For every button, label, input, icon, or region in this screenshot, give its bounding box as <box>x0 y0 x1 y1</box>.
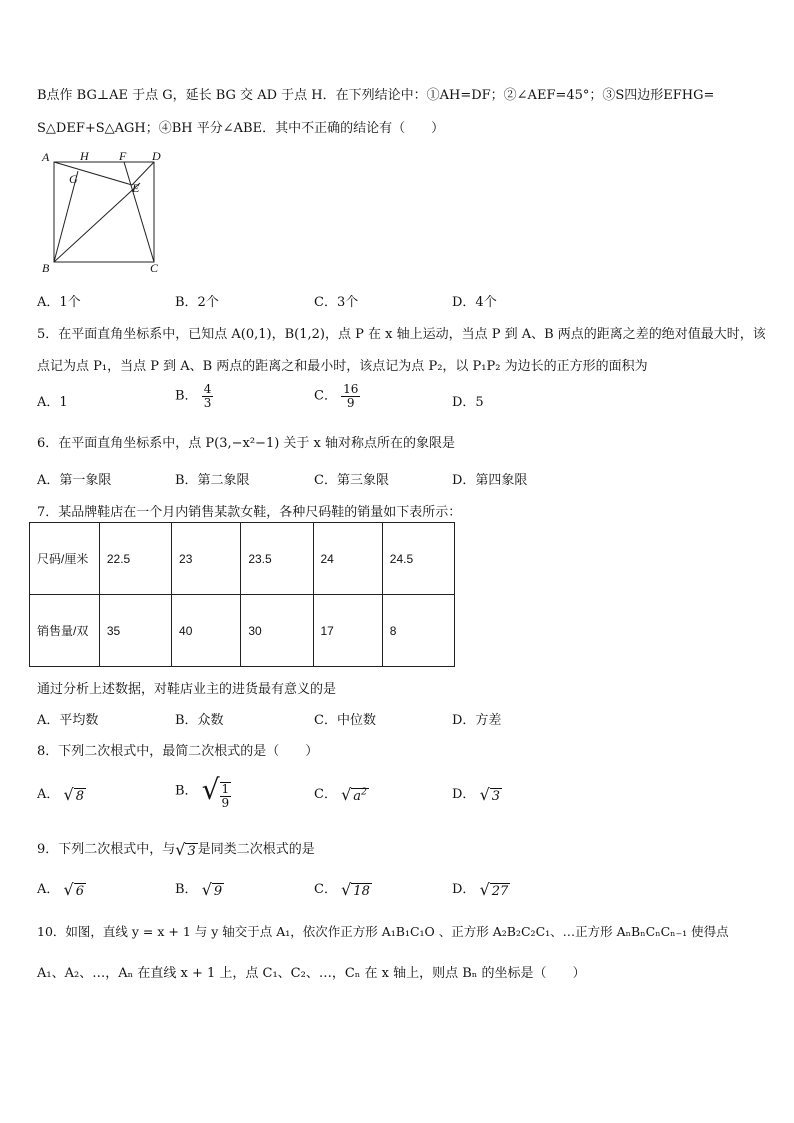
q8-option-d-prefix: D． <box>452 787 476 802</box>
q5-option-c[interactable] <box>314 383 360 409</box>
q5-option-a[interactable]: A．1 <box>37 395 68 410</box>
q8-option-c-exponent: 2 <box>361 787 367 798</box>
q8-option-d-radicand: 3 <box>491 789 501 804</box>
q9-option-b-radicand: 9 <box>213 884 223 899</box>
q9-option-a-radicand: 6 <box>75 884 85 899</box>
q8-option-b-numerator: 1 <box>221 781 230 796</box>
q9-option-a[interactable] <box>37 878 86 899</box>
q4-text-line2: S△DEF+S△AGH；④BH 平分∠ABE．其中不正确的结论有（ ） <box>37 121 445 136</box>
q5-text-line1: 5．在平面直角坐标系中，已知点 A(0,1)，B(1,2)，点 P 在 x 轴上运动，当点 P 到 A、B 两点的距离之差的绝对值最大时，该 <box>37 327 766 342</box>
q5-option-b[interactable] <box>175 383 213 409</box>
q5-option-b-numerator: 4 <box>203 382 212 396</box>
q7-row2-header: 销售量/双 <box>30 595 100 667</box>
q9-text-radicand: 3 <box>187 844 196 859</box>
q8-option-d[interactable] <box>452 783 502 804</box>
q4-option-b[interactable]: B．2个 <box>175 295 219 310</box>
q9-text-after: 是同类二次根式的是 <box>197 842 315 857</box>
q7-row1-header: 尺码/厘米 <box>30 523 100 595</box>
q5-option-b-prefix: B． <box>175 388 198 404</box>
table-cell: 30 <box>241 595 313 667</box>
q5-options <box>37 383 657 423</box>
q9-option-d-prefix: D． <box>452 882 476 897</box>
q8-option-b-radical: √ $\frac{1}{9}$ <box>201 773 230 810</box>
q9-option-b-radical: √ 9 <box>201 880 223 899</box>
table-cell: 24 <box>313 523 382 595</box>
q6-option-d[interactable]: D．第四象限 <box>452 473 528 488</box>
q6-option-b[interactable]: B．第二象限 <box>175 473 250 488</box>
q9-option-d-radical: √ 27 <box>479 880 509 899</box>
table-cell: 17 <box>313 595 382 667</box>
q4-label-c: C <box>150 261 159 275</box>
q9-option-d-radicand: 27 <box>491 884 509 899</box>
table-cell: 23.5 <box>241 523 313 595</box>
q9-text-radical: √ 3 <box>175 840 196 859</box>
q6-text: 6．在平面直角坐标系中，点 P(3,−x²−1) 关于 x 轴对称点所在的象限是 <box>37 436 456 451</box>
table-cell: 40 <box>172 595 241 667</box>
q9-text <box>37 838 315 859</box>
q8-option-a-radical: √ 8 <box>63 785 85 804</box>
table-cell: 8 <box>382 595 454 667</box>
q7-after-text: 通过分析上述数据，对鞋店业主的进货最有意义的是 <box>37 682 337 697</box>
q8-options <box>37 773 657 817</box>
q4-label-e: E <box>132 181 140 195</box>
q4-label-b: B <box>42 261 50 275</box>
q8-option-b[interactable] <box>175 773 231 809</box>
q6-option-a[interactable]: A．第一象限 <box>37 473 112 488</box>
q9-option-c[interactable] <box>314 878 372 899</box>
q8-option-c-radical: √ $a^2$ <box>341 785 367 804</box>
q9-option-a-prefix: A． <box>37 882 60 897</box>
table-cell: 24.5 <box>382 523 454 595</box>
q10-text-line2: A₁、A₂、…，Aₙ 在直线 x + 1 上，点 C₁、C₂、…，Cₙ 在 x 轴上，则点 Bₙ 的坐标是（ ） <box>37 966 586 981</box>
q4-option-c[interactable]: C．3个 <box>314 295 359 310</box>
q5-option-c-numerator: 16 <box>343 382 359 396</box>
q5-option-c-denominator: 9 <box>346 395 355 410</box>
q7-option-c[interactable]: C．中位数 <box>314 713 376 728</box>
q7-size-sales-table <box>29 522 455 667</box>
q8-text: 8．下列二次根式中，最简二次根式的是（ ） <box>37 744 319 759</box>
q9-option-c-radicand: 18 <box>353 884 370 899</box>
q8-option-b-prefix: B． <box>175 783 198 799</box>
q8-option-a-radicand: 8 <box>75 789 85 804</box>
q10-text-line1: 10．如图，直线 y = x + 1 与 y 轴交于点 A₁，依次作正方形 A₁B₁C₁O 、正方形 A₂B₂C₂C₁、…正方形 AₙBₙCₙCₙ₋₁ 使得点 <box>37 924 729 939</box>
q8-option-b-fraction <box>220 782 232 809</box>
q4-label-d: D <box>152 149 161 163</box>
q8-option-c[interactable] <box>314 783 369 804</box>
q4-label-f: F <box>119 149 127 163</box>
q5-option-b-denominator: 3 <box>203 395 212 410</box>
q9-option-c-prefix: C． <box>314 882 337 897</box>
q8-option-c-prefix: C． <box>314 787 337 802</box>
table-cell: 22.5 <box>99 523 171 595</box>
q9-text-before: 9．下列二次根式中，与 <box>37 842 176 857</box>
q6-option-c[interactable]: C．第三象限 <box>314 473 389 488</box>
q7-text: 7．某品牌鞋店在一个月内销售某款女鞋，各种尺码鞋的销量如下表所示： <box>37 505 462 520</box>
q7-option-d[interactable]: D．方差 <box>452 713 502 728</box>
q8-option-d-radical: √ 3 <box>479 785 501 804</box>
q4-option-a[interactable]: A．1个 <box>37 295 81 310</box>
q8-option-c-base: a <box>353 789 362 804</box>
table-cell: 35 <box>99 595 171 667</box>
q5-option-b-fraction <box>202 383 214 409</box>
q7-option-a[interactable]: A．平均数 <box>37 713 99 728</box>
q4-label-h: H <box>80 149 89 163</box>
q9-option-d[interactable] <box>452 878 510 899</box>
q4-label-g: G <box>69 172 78 186</box>
q8-option-a-prefix: A． <box>37 787 60 802</box>
table-cell: 23 <box>172 523 241 595</box>
q5-option-d[interactable]: D．5 <box>452 395 484 410</box>
q9-option-b-prefix: B． <box>175 882 198 897</box>
table-row <box>30 523 455 595</box>
q7-option-b[interactable]: B．众数 <box>175 713 224 728</box>
q4-text-line1: B点作 BG⊥AE 于点 G，延长 BG 交 AD 于点 H．在下列结论中：①AH=DF；②∠AEF=45°；③S四边形EFHG= <box>37 88 715 103</box>
q9-option-b[interactable] <box>175 878 224 899</box>
q9-option-c-radical: √ 18 <box>341 880 370 899</box>
table-row <box>30 595 455 667</box>
q4-label-a: A <box>42 150 50 164</box>
q5-text-line2: 点记为点 P₁，当点 P 到 A、B 两点的距离之和最小时，该点记为点 P₂，以 P₁P₂ 为边长的正方形的面积为 <box>37 359 648 374</box>
q5-option-c-prefix: C． <box>314 388 337 404</box>
q5-option-c-fraction <box>341 383 360 409</box>
q4-square-figure <box>36 146 170 276</box>
q9-option-a-radical: √ 6 <box>63 880 85 899</box>
q4-option-d[interactable]: D．4个 <box>452 295 497 310</box>
q8-option-a[interactable] <box>37 783 86 804</box>
q8-option-b-denominator: 9 <box>221 795 230 810</box>
